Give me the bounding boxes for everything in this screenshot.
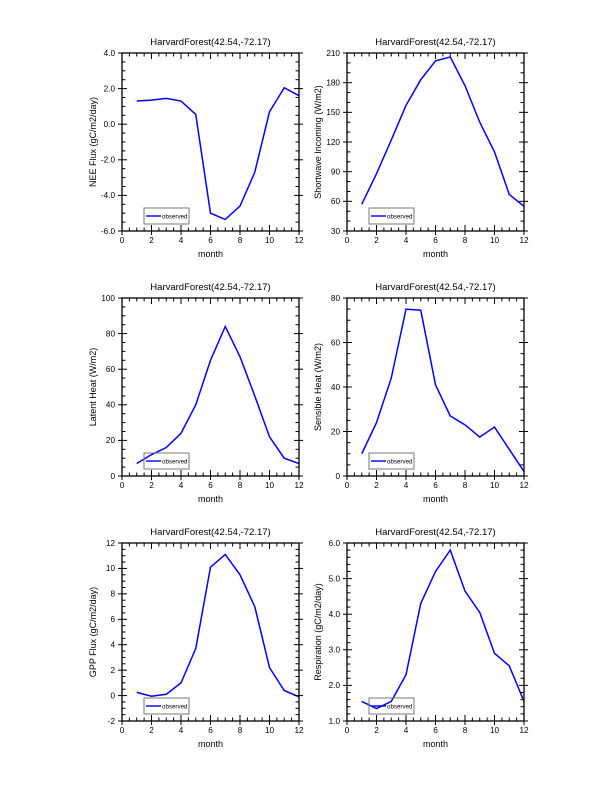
plot-frame: [122, 298, 299, 476]
x-tick-label: 10: [264, 726, 275, 735]
chart-gpp-flux-svg: [85, 520, 307, 765]
x-tick-label: 2: [374, 726, 379, 735]
x-tick-label: 4: [403, 726, 409, 735]
x-tick-label: 12: [519, 236, 529, 245]
x-tick-label: 0: [119, 481, 125, 490]
plot-frame: [347, 298, 524, 476]
y-tick-label: 3.0: [328, 645, 340, 655]
chart-shortwave-incoming: [310, 30, 532, 275]
x-tick-label: 2: [149, 236, 154, 245]
y-tick-label: 40: [105, 400, 115, 410]
chart-sensible-heat-svg: [310, 275, 532, 520]
x-tick-label: 4: [403, 481, 409, 490]
y-tick-label: -4.0: [100, 191, 115, 201]
y-tick-label: 4: [110, 640, 115, 650]
x-tick-label: 6: [208, 481, 213, 490]
legend: [369, 208, 414, 224]
legend-label: observed: [162, 703, 188, 711]
data-line: [362, 550, 524, 711]
x-tick-label: 8: [237, 726, 243, 735]
chart-title: HarvardForest(42.54,-72.17): [375, 282, 496, 293]
legend-label: observed: [387, 213, 413, 221]
chart-title: HarvardForest(42.54,-72.17): [150, 282, 271, 293]
y-axis-label: Respiration (gC/m2/day): [313, 583, 323, 681]
x-tick-label: 8: [462, 481, 468, 490]
x-tick-label: 4: [178, 726, 184, 735]
x-tick-label: 6: [433, 481, 438, 490]
chart-latent-heat-svg: [85, 275, 307, 520]
x-tick-label: 4: [403, 236, 409, 245]
x-tick-label: 12: [519, 481, 529, 490]
y-tick-label: 2.0: [328, 681, 340, 691]
chart-latent-heat: [85, 275, 307, 520]
y-tick-label: 0: [335, 471, 340, 481]
x-tick-label: 8: [237, 481, 243, 490]
data-line: [137, 326, 299, 466]
y-tick-label: 210: [326, 48, 340, 58]
chart-gpp-flux: [85, 520, 307, 765]
x-tick-label: 0: [344, 236, 350, 245]
x-tick-label: 10: [264, 481, 275, 490]
y-tick-label: 60: [330, 197, 340, 207]
data-line: [137, 88, 299, 220]
y-tick-label: 60: [330, 338, 340, 348]
chart-title: HarvardForest(42.54,-72.17): [150, 527, 271, 538]
y-tick-label: 30: [330, 226, 340, 236]
y-tick-label: -2.0: [100, 155, 115, 165]
chart-title: HarvardForest(42.54,-72.17): [375, 527, 496, 538]
y-tick-label: 10: [105, 564, 115, 574]
x-tick-label: 0: [119, 726, 125, 735]
x-tick-label: 6: [433, 236, 438, 245]
y-axis-label: Sensible Heat (W/m2): [313, 342, 323, 432]
x-tick-label: 12: [294, 236, 304, 245]
x-axis-label: month: [422, 249, 449, 259]
data-line: [137, 554, 299, 696]
charts-grid: [85, 30, 532, 765]
data-line: [362, 57, 524, 206]
chart-title: HarvardForest(42.54,-72.17): [375, 37, 496, 48]
legend-label: observed: [162, 213, 188, 221]
y-tick-label: 180: [326, 78, 340, 88]
x-tick-label: 8: [462, 726, 468, 735]
y-tick-label: 20: [105, 436, 115, 446]
plot-frame: [347, 543, 524, 721]
y-tick-label: 100: [101, 293, 115, 303]
y-tick-label: 12: [105, 538, 115, 548]
y-tick-label: 120: [326, 137, 340, 147]
y-axis-label: Shortwave Incoming (W/m2): [313, 85, 323, 199]
y-tick-label: -2: [107, 716, 115, 726]
chart-nee-flux: [85, 30, 307, 275]
x-axis-label: month: [197, 494, 224, 504]
y-axis-label: Latent Heat (W/m2): [88, 347, 98, 427]
chart-nee-flux-svg: [85, 30, 307, 275]
y-tick-label: 60: [105, 365, 115, 374]
legend-label: observed: [387, 703, 413, 711]
x-tick-label: 0: [344, 481, 350, 490]
x-tick-label: 0: [119, 236, 125, 245]
x-tick-label: 10: [489, 236, 500, 245]
x-tick-label: 12: [519, 726, 529, 735]
x-tick-label: 6: [433, 726, 438, 735]
legend: [369, 453, 414, 469]
legend: [144, 208, 189, 224]
y-axis-label: NEE Flux (gC/m2/day): [88, 96, 98, 188]
x-tick-label: 2: [374, 481, 379, 490]
plot-frame: [122, 53, 299, 231]
legend-label: observed: [162, 458, 188, 466]
y-tick-label: 80: [105, 329, 115, 339]
x-axis-label: month: [197, 249, 224, 259]
y-tick-label: 80: [330, 293, 340, 303]
y-tick-label: 90: [330, 167, 340, 177]
x-tick-label: 10: [264, 236, 275, 245]
chart-title: HarvardForest(42.54,-72.17): [150, 37, 271, 48]
y-tick-label: 1.0: [328, 716, 340, 726]
x-axis-label: month: [422, 739, 449, 749]
x-tick-label: 4: [178, 481, 184, 490]
y-tick-label: 6: [110, 615, 115, 625]
legend: [144, 698, 189, 714]
y-tick-label: 8: [110, 589, 115, 599]
y-tick-label: 5.0: [328, 574, 340, 584]
x-tick-label: 6: [208, 236, 213, 245]
y-tick-label: -6.0: [100, 226, 115, 236]
x-tick-label: 12: [294, 481, 304, 490]
x-tick-label: 10: [489, 481, 500, 490]
y-tick-label: 40: [330, 382, 340, 392]
x-axis-label: month: [422, 494, 449, 504]
x-tick-label: 2: [374, 236, 379, 245]
y-tick-label: 4.0: [103, 48, 115, 58]
x-tick-label: 8: [237, 236, 243, 245]
y-tick-label: 2.0: [103, 84, 115, 94]
chart-sensible-heat: [310, 275, 532, 520]
chart-respiration-svg: [310, 520, 532, 765]
x-axis-label: month: [197, 739, 224, 749]
chart-respiration: [310, 520, 532, 765]
x-tick-label: 4: [178, 236, 184, 245]
y-tick-label: 6.0: [328, 538, 340, 548]
y-tick-label: 20: [330, 427, 340, 437]
legend-label: observed: [387, 458, 413, 466]
y-tick-label: 4.0: [328, 610, 340, 619]
x-tick-label: 2: [149, 481, 154, 490]
y-tick-label: 0.0: [103, 120, 115, 129]
plot-frame: [347, 53, 524, 231]
x-tick-label: 6: [208, 726, 213, 735]
data-line: [362, 309, 524, 471]
y-tick-label: 0: [110, 691, 115, 701]
x-tick-label: 12: [294, 726, 304, 735]
x-tick-label: 2: [149, 726, 154, 735]
y-axis-label: GPP Flux (gC/m2/day): [88, 586, 98, 678]
y-tick-label: 0: [110, 471, 115, 481]
x-tick-label: 10: [489, 726, 500, 735]
y-tick-label: 150: [326, 108, 340, 118]
chart-shortwave-incoming-svg: [310, 30, 532, 275]
y-tick-label: 2: [110, 665, 115, 675]
x-tick-label: 8: [462, 236, 468, 245]
x-tick-label: 0: [344, 726, 350, 735]
